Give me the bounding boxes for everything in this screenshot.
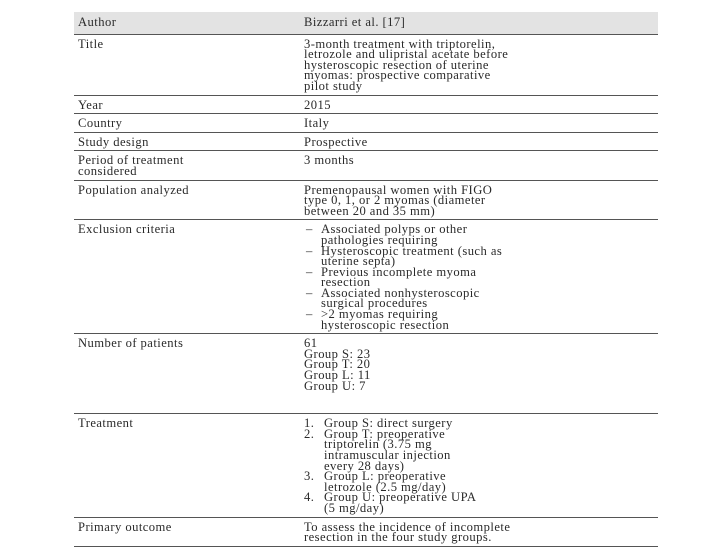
list-item-line: – Associated nonhysteroscopic xyxy=(321,285,480,300)
country-label: Country xyxy=(74,114,300,133)
list-item-line: Group S: direct surgery xyxy=(324,416,453,431)
study-characteristics-table xyxy=(74,12,658,547)
list-item xyxy=(304,309,654,330)
list-item-line: hysteroscopic resection xyxy=(321,317,450,332)
row-year xyxy=(74,95,658,114)
row-treatment xyxy=(74,414,658,517)
list-item xyxy=(304,264,654,290)
treatment-period-label xyxy=(74,151,300,180)
list-item-line: (5 mg/day) xyxy=(324,500,385,515)
treatment-value xyxy=(300,414,658,517)
patients-line: 61 xyxy=(304,336,318,351)
list-item-line: intramuscular injection xyxy=(324,448,451,462)
list-item-line: Group U: preoperative UPA xyxy=(324,490,477,505)
exclusion-criteria-list xyxy=(304,224,654,330)
population-line: Premenopausal women with FIGO xyxy=(304,182,493,197)
title-line: hysteroscopic resection of uterine xyxy=(304,57,489,72)
row-study-design xyxy=(74,132,658,151)
list-item-line: – Associated polyps or other xyxy=(321,222,468,237)
list-item-line: – >2 myomas requiring xyxy=(321,307,439,322)
study-design-value: Prospective xyxy=(300,132,658,151)
header-author-value: Bizzarri et al. [17] xyxy=(300,12,658,34)
list-item xyxy=(304,224,654,245)
list-item-line: – Hysteroscopic treatment (such as xyxy=(321,243,503,258)
population-label: Population analyzed xyxy=(74,180,300,220)
population-value xyxy=(300,180,658,220)
treatment-period-label-line: Period of treatment xyxy=(78,153,184,168)
patients-line: Group U: 7 xyxy=(304,378,366,393)
country-value: Italy xyxy=(300,114,658,133)
treatment-period-label-line: considered xyxy=(78,163,138,178)
year-value: 2015 xyxy=(300,95,658,114)
population-line: type 0, 1, or 2 myomas (diameter xyxy=(304,193,486,208)
list-item xyxy=(304,471,654,492)
treatment-label: Treatment xyxy=(74,414,300,517)
row-number-of-patients xyxy=(74,334,658,414)
list-item-line: Group T: preoperative xyxy=(324,426,446,441)
outcome-line: To assess the incidence of incomplete xyxy=(304,519,511,534)
list-item-line: surgical procedures xyxy=(321,296,428,311)
list-item-line: resection xyxy=(321,275,371,290)
list-item-line: – Previous incomplete myoma xyxy=(321,264,477,279)
list-item-line: triptorelin (3.75 mg xyxy=(324,437,432,452)
list-item-number: 1. xyxy=(304,416,315,431)
primary-outcome-value xyxy=(300,517,658,546)
title-line: myomas: prospective comparative xyxy=(304,68,491,83)
list-item-line: uterine septa) xyxy=(321,254,396,269)
study-design-label: Study design xyxy=(74,132,300,151)
patients-line: Group L: 11 xyxy=(304,368,371,383)
title-line: letrozole and ulipristal acetate before xyxy=(304,47,509,62)
title-line: pilot study xyxy=(304,78,363,93)
row-exclusion-criteria xyxy=(74,220,658,334)
treatment-list xyxy=(304,418,654,513)
list-item-number: 4. xyxy=(304,490,315,505)
row-country xyxy=(74,114,658,133)
list-item-line: Group L: preoperative xyxy=(324,469,447,484)
list-item-number: 3. xyxy=(304,469,315,484)
list-item-number: 2. xyxy=(304,426,315,441)
exclusion-criteria-value xyxy=(300,220,658,334)
patients-line: Group T: 20 xyxy=(304,357,371,372)
table-header-row xyxy=(74,12,658,34)
list-item xyxy=(304,243,654,269)
outcome-line: resection in the four study groups. xyxy=(304,530,492,545)
treatment-period-value: 3 months xyxy=(300,151,658,180)
list-item xyxy=(304,426,654,473)
row-population xyxy=(74,180,658,220)
list-item xyxy=(304,285,654,311)
number-of-patients-value xyxy=(300,334,658,414)
number-of-patients-label: Number of patients xyxy=(74,334,300,414)
title-label: Title xyxy=(74,34,300,95)
exclusion-criteria-label: Exclusion criteria xyxy=(74,220,300,334)
primary-outcome-label: Primary outcome xyxy=(74,517,300,546)
list-item xyxy=(304,492,654,513)
row-primary-outcome xyxy=(74,517,658,546)
year-label: Year xyxy=(74,95,300,114)
study-summary-document xyxy=(74,12,658,547)
list-item-line: pathologies requiring xyxy=(321,232,438,247)
list-item-line: letrozole (2.5 mg/day) xyxy=(324,479,447,494)
population-line: between 20 and 35 mm) xyxy=(304,203,436,218)
title-line: 3-month treatment with triptorelin, xyxy=(304,36,496,51)
patients-line: Group S: 23 xyxy=(304,346,371,361)
row-treatment-period xyxy=(74,151,658,180)
header-author-label: Author xyxy=(74,12,300,34)
list-item-line: every 28 days) xyxy=(324,458,405,473)
title-value xyxy=(300,34,658,95)
row-title xyxy=(74,34,658,95)
